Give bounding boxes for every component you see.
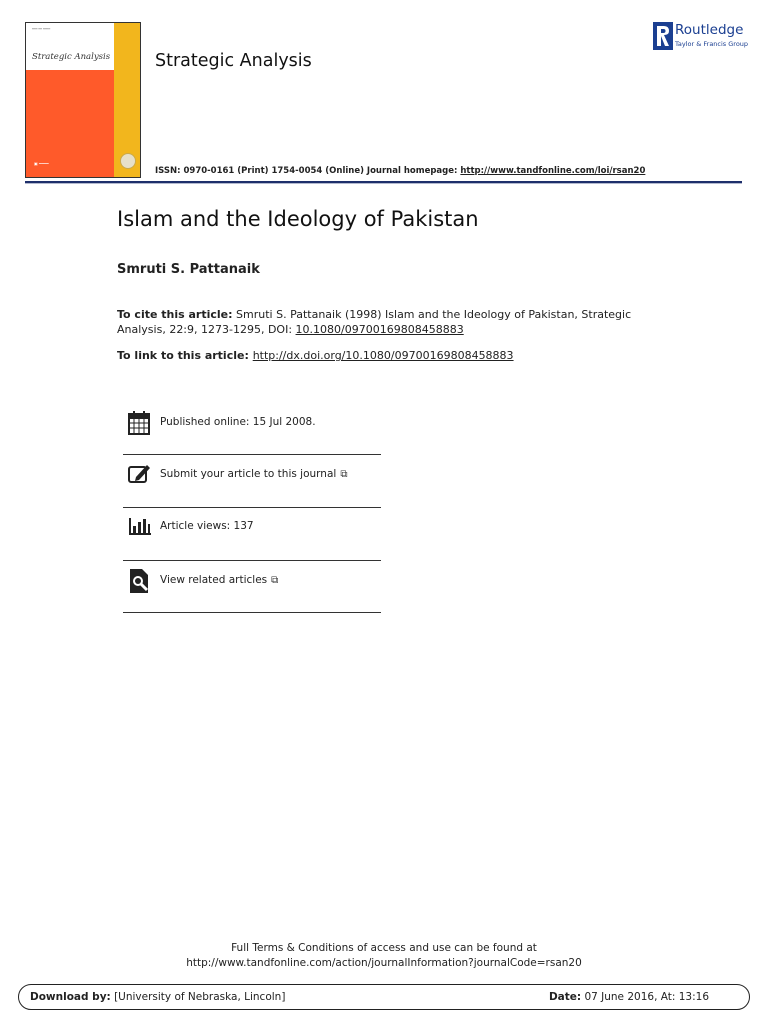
download-info-bar: [18, 984, 750, 1010]
published-online-text: Published online: 15 Jul 2008.: [160, 416, 316, 428]
article-title: Islam and the Ideology of Pakistan: [117, 207, 479, 231]
citation-block: [117, 307, 657, 337]
bar-chart-icon: [127, 514, 151, 540]
download-label: Download by:: [30, 991, 111, 1003]
routledge-r-icon: [653, 22, 673, 50]
submit-article-link[interactable]: Submit your article to this journal: [160, 468, 337, 480]
link-block: [117, 348, 657, 363]
cover-seal: [120, 153, 136, 169]
related-articles-link[interactable]: View related articles: [160, 574, 268, 586]
routledge-logo[interactable]: [653, 22, 748, 52]
issn-text: ISSN: 0970-0161 (Print) 1754-0054 (Online) Journal homepage:: [155, 166, 461, 176]
publisher-brand: Routledge: [675, 22, 744, 38]
related-articles-row[interactable]: [123, 568, 381, 621]
external-link-icon: ⧉: [340, 469, 348, 480]
calendar-icon: [127, 410, 151, 436]
publisher-group: Taylor & Francis Group: [675, 40, 749, 48]
terms-line: Full Terms & Conditions of access and use can be found at: [231, 942, 537, 954]
cover-title: Strategic Analysis: [32, 52, 111, 62]
article-views-text: Article views: 137: [160, 520, 254, 532]
edit-icon: [127, 462, 151, 488]
article-author: Smruti S. Pattanaik: [117, 262, 260, 277]
published-online-row: [123, 410, 381, 463]
date-label: Date:: [548, 991, 582, 1003]
journal-homepage-link[interactable]: http://www.tandfonline.com/loi/rsan20: [460, 166, 646, 176]
link-label: To link to this article:: [117, 349, 253, 362]
journal-name: Strategic Analysis: [155, 51, 312, 71]
article-url-link[interactable]: http://dx.doi.org/10.1080/09700169808458883: [252, 349, 514, 362]
journal-cover-image: ━━━ ━━ ━━━━ Strategic Analysis ▣ ━━━━: [25, 22, 141, 178]
doi-link[interactable]: 10.1080/09700169808458883: [295, 323, 464, 336]
external-link-icon: ⧉: [271, 575, 279, 586]
cite-text: Smruti S. Pattanaik (1998) Islam and the Ideology of Pakistan, Strategic Analysis, 22:9, 1273-1295, DOI:: [117, 308, 632, 336]
document-search-icon: [127, 568, 151, 594]
issn-line: [155, 166, 645, 176]
divider: [123, 612, 381, 613]
download-value: [University of Nebraska, Lincoln]: [110, 991, 286, 1003]
terms-url[interactable]: http://www.tandfonline.com/action/journalInformation?journalCode=rsan20: [186, 957, 582, 969]
divider: [123, 454, 381, 455]
download-date: [549, 991, 709, 1003]
cite-label: To cite this article:: [117, 308, 233, 321]
date-value: 07 June 2016, At: 13:16: [581, 991, 709, 1003]
divider: [123, 560, 381, 561]
divider: [123, 507, 381, 508]
download-by: [30, 991, 285, 1003]
header-rule-shadow: [25, 183, 742, 184]
